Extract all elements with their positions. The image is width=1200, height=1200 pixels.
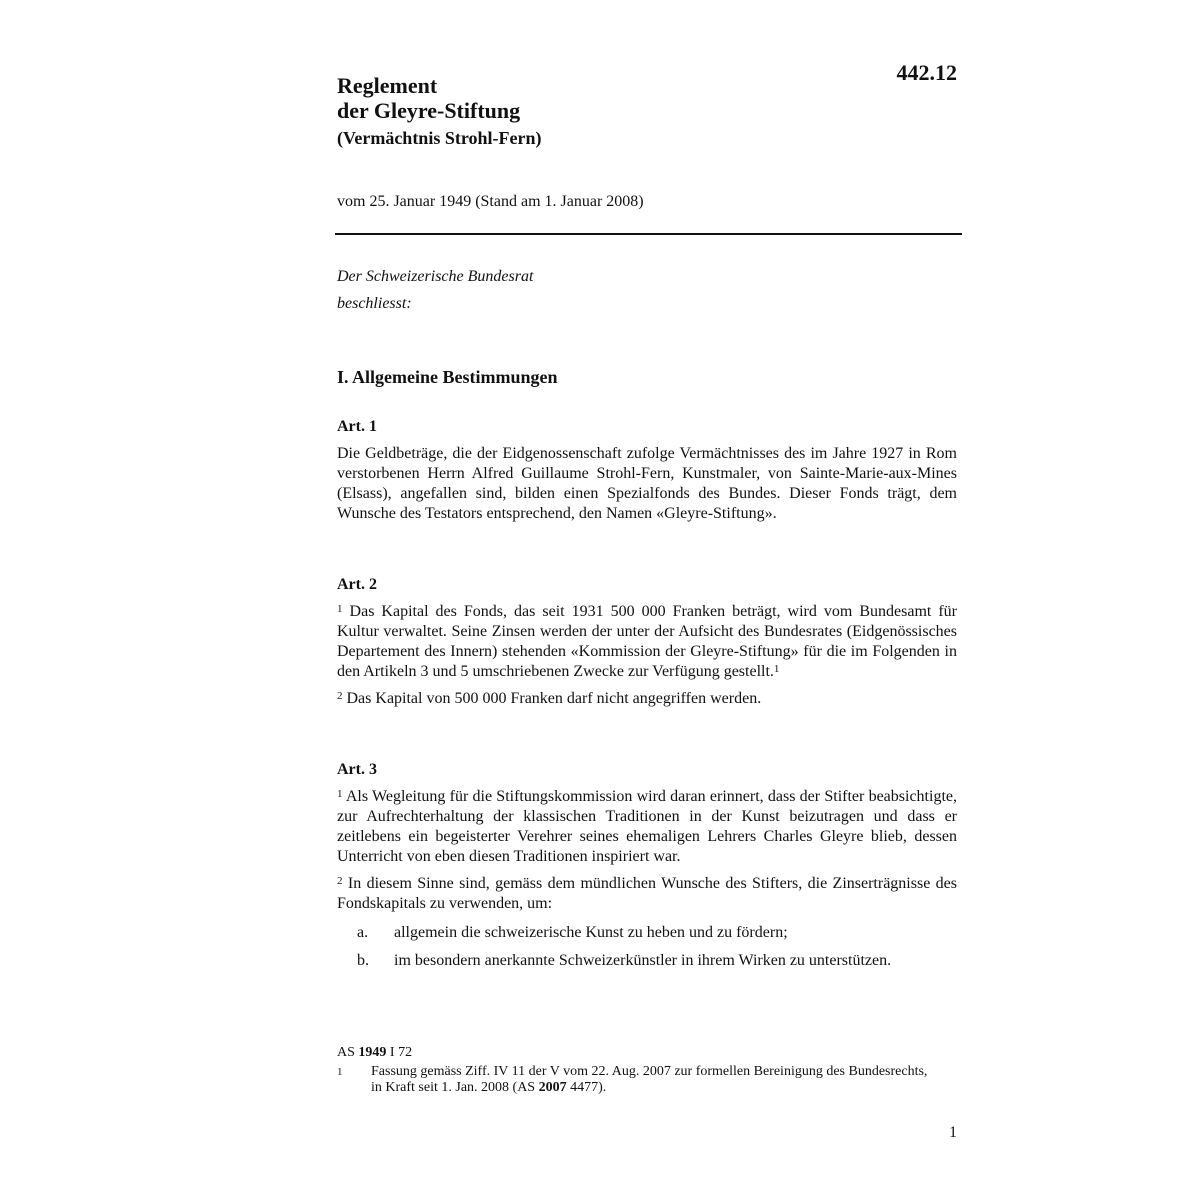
article-paragraph (337, 602, 957, 682)
as-suffix: I 72 (389, 1045, 413, 1060)
subtitle: (Vermächtnis Strohl-Fern) (337, 128, 542, 148)
title-block (337, 73, 837, 151)
article-2 (337, 575, 957, 716)
sr-number: 442.12 (896, 60, 957, 85)
article-3 (337, 760, 957, 979)
footnote-year: 2007 (538, 1080, 567, 1095)
paragraph-number: 2 (337, 875, 343, 887)
paragraph-number: 1 (337, 788, 343, 800)
preamble-line-1: Der Schweizerische Bundesrat (337, 268, 534, 285)
article-paragraph (337, 689, 957, 709)
paragraph-number: 1 (337, 603, 343, 615)
article-title: Art. 2 (337, 576, 377, 593)
preamble-line-2: beschliesst: (337, 295, 412, 312)
list-item-label: b. (357, 952, 369, 969)
article-title: Art. 3 (337, 761, 377, 778)
paragraph-text: In diesem Sinne sind, gemäss dem mündlichen Wunsche des Stifters, die Zinserträgnisse des Fondskapitals zu verwenden, um: (337, 875, 958, 912)
title-line-1: Reglement (337, 73, 438, 98)
list-item (337, 951, 957, 971)
footnotes (337, 1045, 937, 1096)
preamble (337, 263, 533, 317)
article-title: Art. 1 (337, 418, 377, 435)
page-number: 1 (949, 1124, 957, 1141)
list-item-text: allgemein die schweizerische Kunst zu heben und zu fördern; (394, 924, 788, 941)
footnote-text-part: Fassung gemäss Ziff. IV 11 der V vom 22. Aug. 2007 zur formellen Bereinigung des Bundesrechts, in Kraft seit 1. Jan. 2008 (AS (371, 1064, 928, 1095)
date-line: vom 25. Januar 1949 (Stand am 1. Januar 2008) (337, 193, 644, 210)
paragraph-number: 2 (337, 690, 343, 702)
article-paragraph (337, 787, 957, 867)
paragraph-text: Als Wegleitung für die Stiftungskommission wird daran erinnert, dass der Stifter beabsichtigte, zur Aufrechterhaltung der klassischen Traditionen in der Kunst beizutragen und dass er zeitlebens ein begeisterter Verehrer seines ehemaligen Lehrers Charles Gleyre blieb, dessen Unterricht von eben diesen Traditionen inspiriert war. (337, 788, 957, 865)
list-item (337, 923, 957, 943)
footnote-number: 1 (337, 1066, 343, 1078)
section-title: I. Allgemeine Bestimmungen (337, 367, 558, 387)
as-prefix: AS (337, 1045, 355, 1060)
article-paragraph (337, 444, 957, 524)
footnote-text (371, 1064, 937, 1096)
article-paragraph (337, 874, 957, 914)
title-line-2: der Gleyre-Stiftung (337, 98, 521, 123)
as-reference (337, 1045, 937, 1061)
footnote-reference[interactable]: 1 (773, 663, 780, 675)
paragraph-text: Die Geldbeträge, die der Eidgenossenschaft zufolge Vermächtnisses des im Jahre 1927 in Rom verstorbenen Herrn Alfred Guillaume Strohl-Fern, Kunstmaler, von Sainte-Marie-aux-Mines (Elsass), angefallen sind, bilden einen Spezialfonds des Bundes. Dieser Fonds trägt, dem Wunsche des Testators entsprechend, den Namen «Gleyre-Stiftung». (337, 445, 957, 522)
list-item-label: a. (357, 924, 369, 941)
paragraph-text: Das Kapital des Fonds, das seit 1931 500 000 Franken beträgt, wird vom Bundesamt für Kultur verwaltet. Seine Zinsen werden der unter der Aufsicht des Bundesrates (Eidgenössisches Departement des Innern) stehenden «Kommission der Gleyre-Stiftung» für die im Folgenden in den Artikeln 3 und 5 umschriebenen Zwecke zur Verfügung gestellt. (337, 603, 958, 680)
as-year: 1949 (358, 1045, 387, 1060)
paragraph-text: Das Kapital von 500 000 Franken darf nicht angegriffen werden. (346, 690, 762, 707)
footnote-1 (337, 1064, 937, 1096)
header-divider (335, 233, 962, 235)
list-item-text: im besondern anerkannte Schweizerkünstler in ihrem Wirken zu unterstützen. (394, 952, 892, 969)
enumeration-list (337, 923, 957, 971)
article-1 (337, 417, 957, 531)
footnote-text-part: 4477). (570, 1080, 607, 1095)
